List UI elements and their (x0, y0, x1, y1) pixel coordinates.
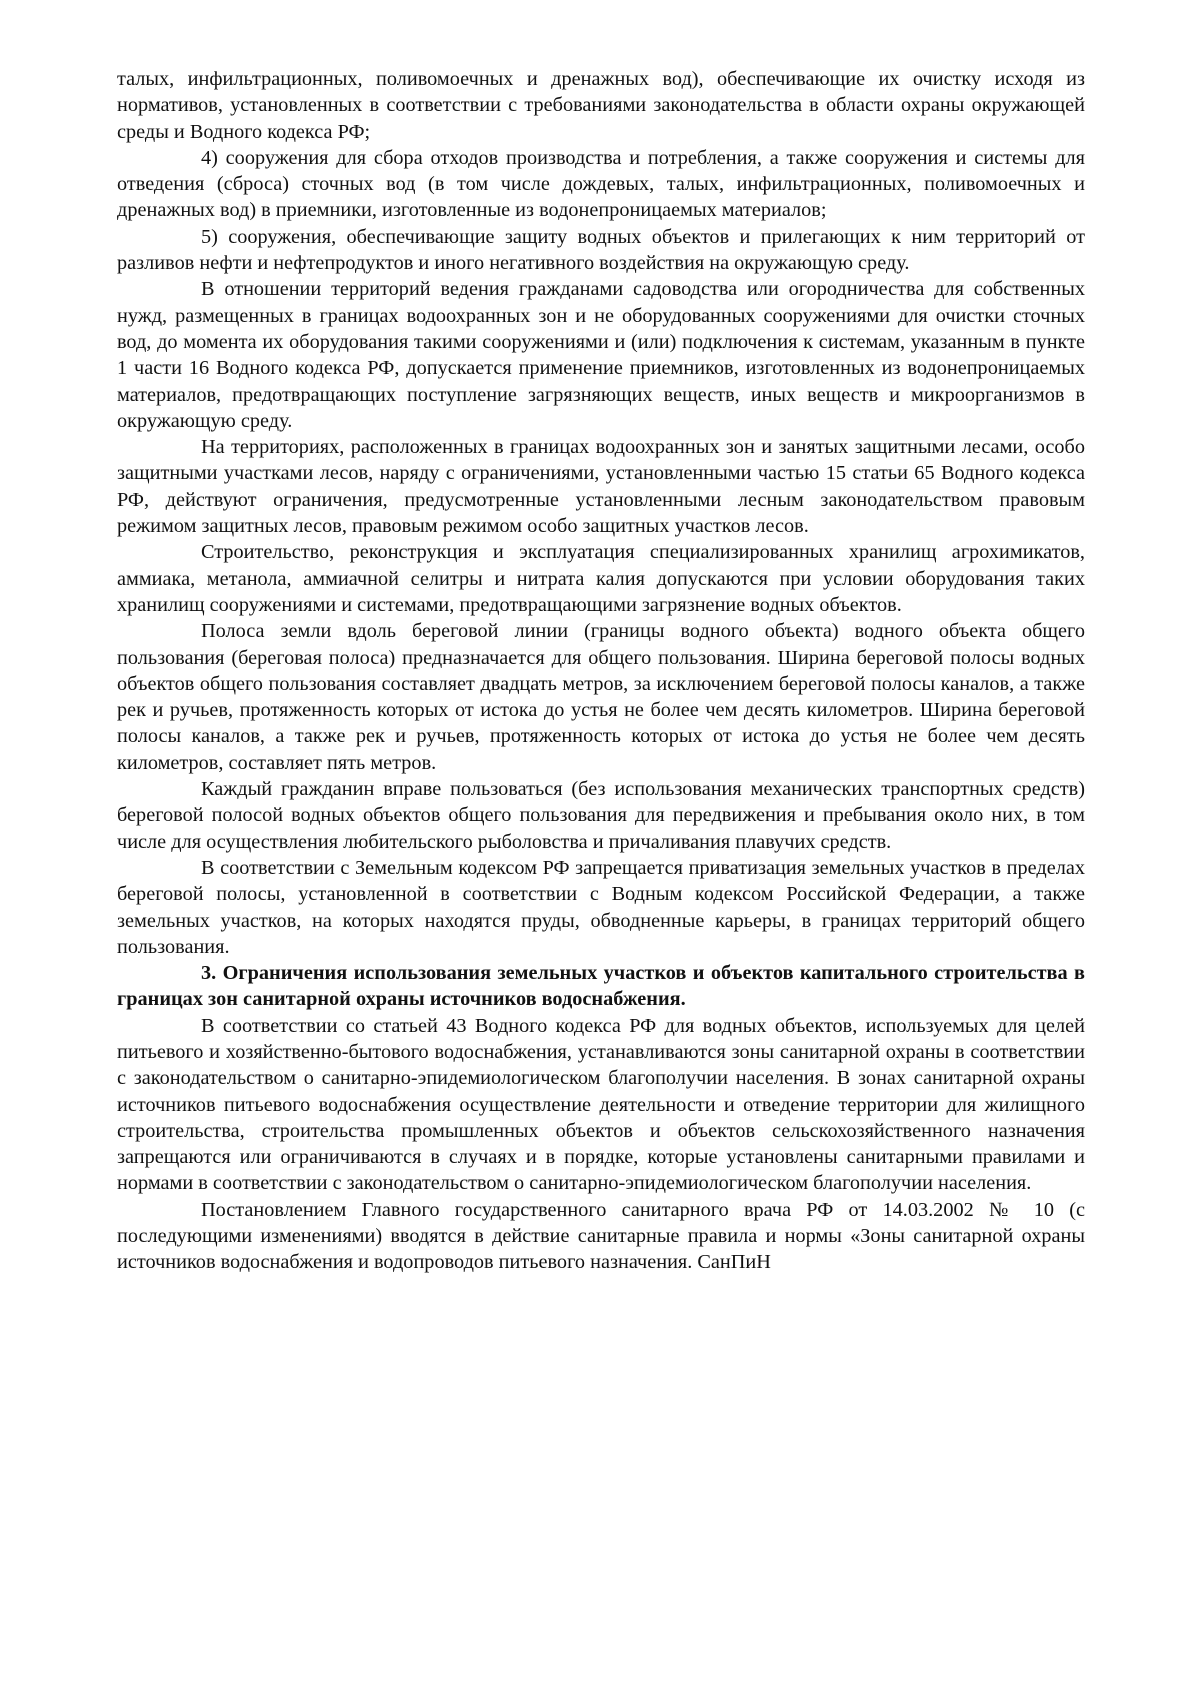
paragraph-citizen-rights: Каждый гражданин вправе пользоваться (без использования механических транспортных средств) береговой полосой водных объектов общего пользования для передвижения и пребывания около них, в том числе для осуществления любительского рыболовства и причаливания плавучих средств. (117, 778, 1085, 853)
paragraph-protective-forests: На территориях, расположенных в границах водоохранных зон и занятых защитными лесами, особо защитными участками лесов, наряду с ограничениями, установленными частью 15 статьи 65 Водного кодекса РФ, действуют ограничения, предусмотренные установленными лесным законодательством правовым режимом защитных лесов, правовым режимом особо защитных участков лесов. (117, 436, 1085, 538)
paragraph-land-code: В соответствии с Земельным кодексом РФ запрещается приватизация земельных участков в пределах береговой полосы, установленной в соответствии с Водным кодексом Российской Федерации, а также земельных участков, на которых находятся пруды, обводненные карьеры, в границах территорий общего пользования. (117, 856, 1085, 958)
paragraph-gardening: В отношении территорий ведения гражданами садоводства или огородничества для собственных нужд, размещенных в границах водоохранных зон и не оборудованных сооружениями для очистки сточных вод, до момента их оборудования такими сооружениями и (или) подключения к системам, указанным в пункте 1 части 16 Водного кодекса РФ, допускается применение приемников, изготовленных из водонепроницаемых материалов, предотвращающих поступление загрязняющих веществ, иных веществ и микроорганизмов в окружающую среду. (117, 278, 1085, 432)
list-item-5: 5) сооружения, обеспечивающие защиту водных объектов и прилегающих к ним территорий от разливов нефти и нефтепродуктов и иного негативного воздействия на окружающую среду. (117, 225, 1085, 275)
list-item-4: 4) сооружения для сбора отходов производства и потребления, а также сооружения и системы для отведения (сброса) сточных вод (в том числе дождевых, талых, инфильтрационных, поливомоечных и дренажных вод) в приемники, изготовленные из водонепроницаемых материалов; (117, 146, 1085, 222)
paragraph-storage: Строительство, реконструкция и эксплуатация специализированных хранилищ агрохимикатов, аммиака, метанола, аммиачной селитры и нитрата калия допускаются при условии оборудования таких хранилищ сооружениями и системами, предотвращающими загрязнение водных объектов. (117, 541, 1085, 616)
paragraph-resolution: Постановлением Главного государственного санитарного врача РФ от 14.03.2002 № 10 (с последующими изменениями) вводятся в действие санитарные правила и нормы «Зоны санитарной охраны источников водоснабжения и водопроводов питьевого назначения. СанПиН (117, 1198, 1085, 1274)
section-heading: 3. Ограничения использования земельных участков и объектов капитального строительства в границах зон санитарной охраны источников водоснабжения. (117, 962, 1085, 1011)
paragraph-shore-strip: Полоса земли вдоль береговой линии (границы водного объекта) водного объекта общего пользования (береговая полоса) предназначается для общего пользования. Ширина береговой полосы водных объектов общего пользования составляет двадцать метров, за исключением береговой полосы каналов, а также рек и ручьев, протяженность которых от истока до устья не более чем десять километров. Ширина береговой полосы каналов, а также рек и ручьев, протяженность которых от истока до устья не более чем десять километров, составляет пять метров. (117, 620, 1085, 774)
paragraph-continuation: талых, инфильтрационных, поливомоечных и дренажных вод), обеспечивающие их очистку исходя из нормативов, установленных в соответствии с требованиями законодательства в области охраны окружающей среды и Водного кодекса РФ; (117, 68, 1085, 143)
document-page (117, 66, 1085, 1276)
paragraph-sanitary-zones: В соответствии со статьей 43 Водного кодекса РФ для водных объектов, используемых для целей питьевого и хозяйственно-бытового водоснабжения, устанавливаются зоны санитарной охраны в соответствии с законодательством о санитарно-эпидемиологическом благополучии населения. В зонах санитарной охраны источников питьевого водоснабжения осуществление деятельности и отведение территории для жилищного строительства, строительства промышленных объектов и объектов сельскохозяйственного назначения запрещаются или ограничиваются в случаях и в порядке, которые установлены санитарными правилами и нормами в соответствии с законодательством о санитарно-эпидемиологическом благополучии населения. (117, 1014, 1085, 1195)
